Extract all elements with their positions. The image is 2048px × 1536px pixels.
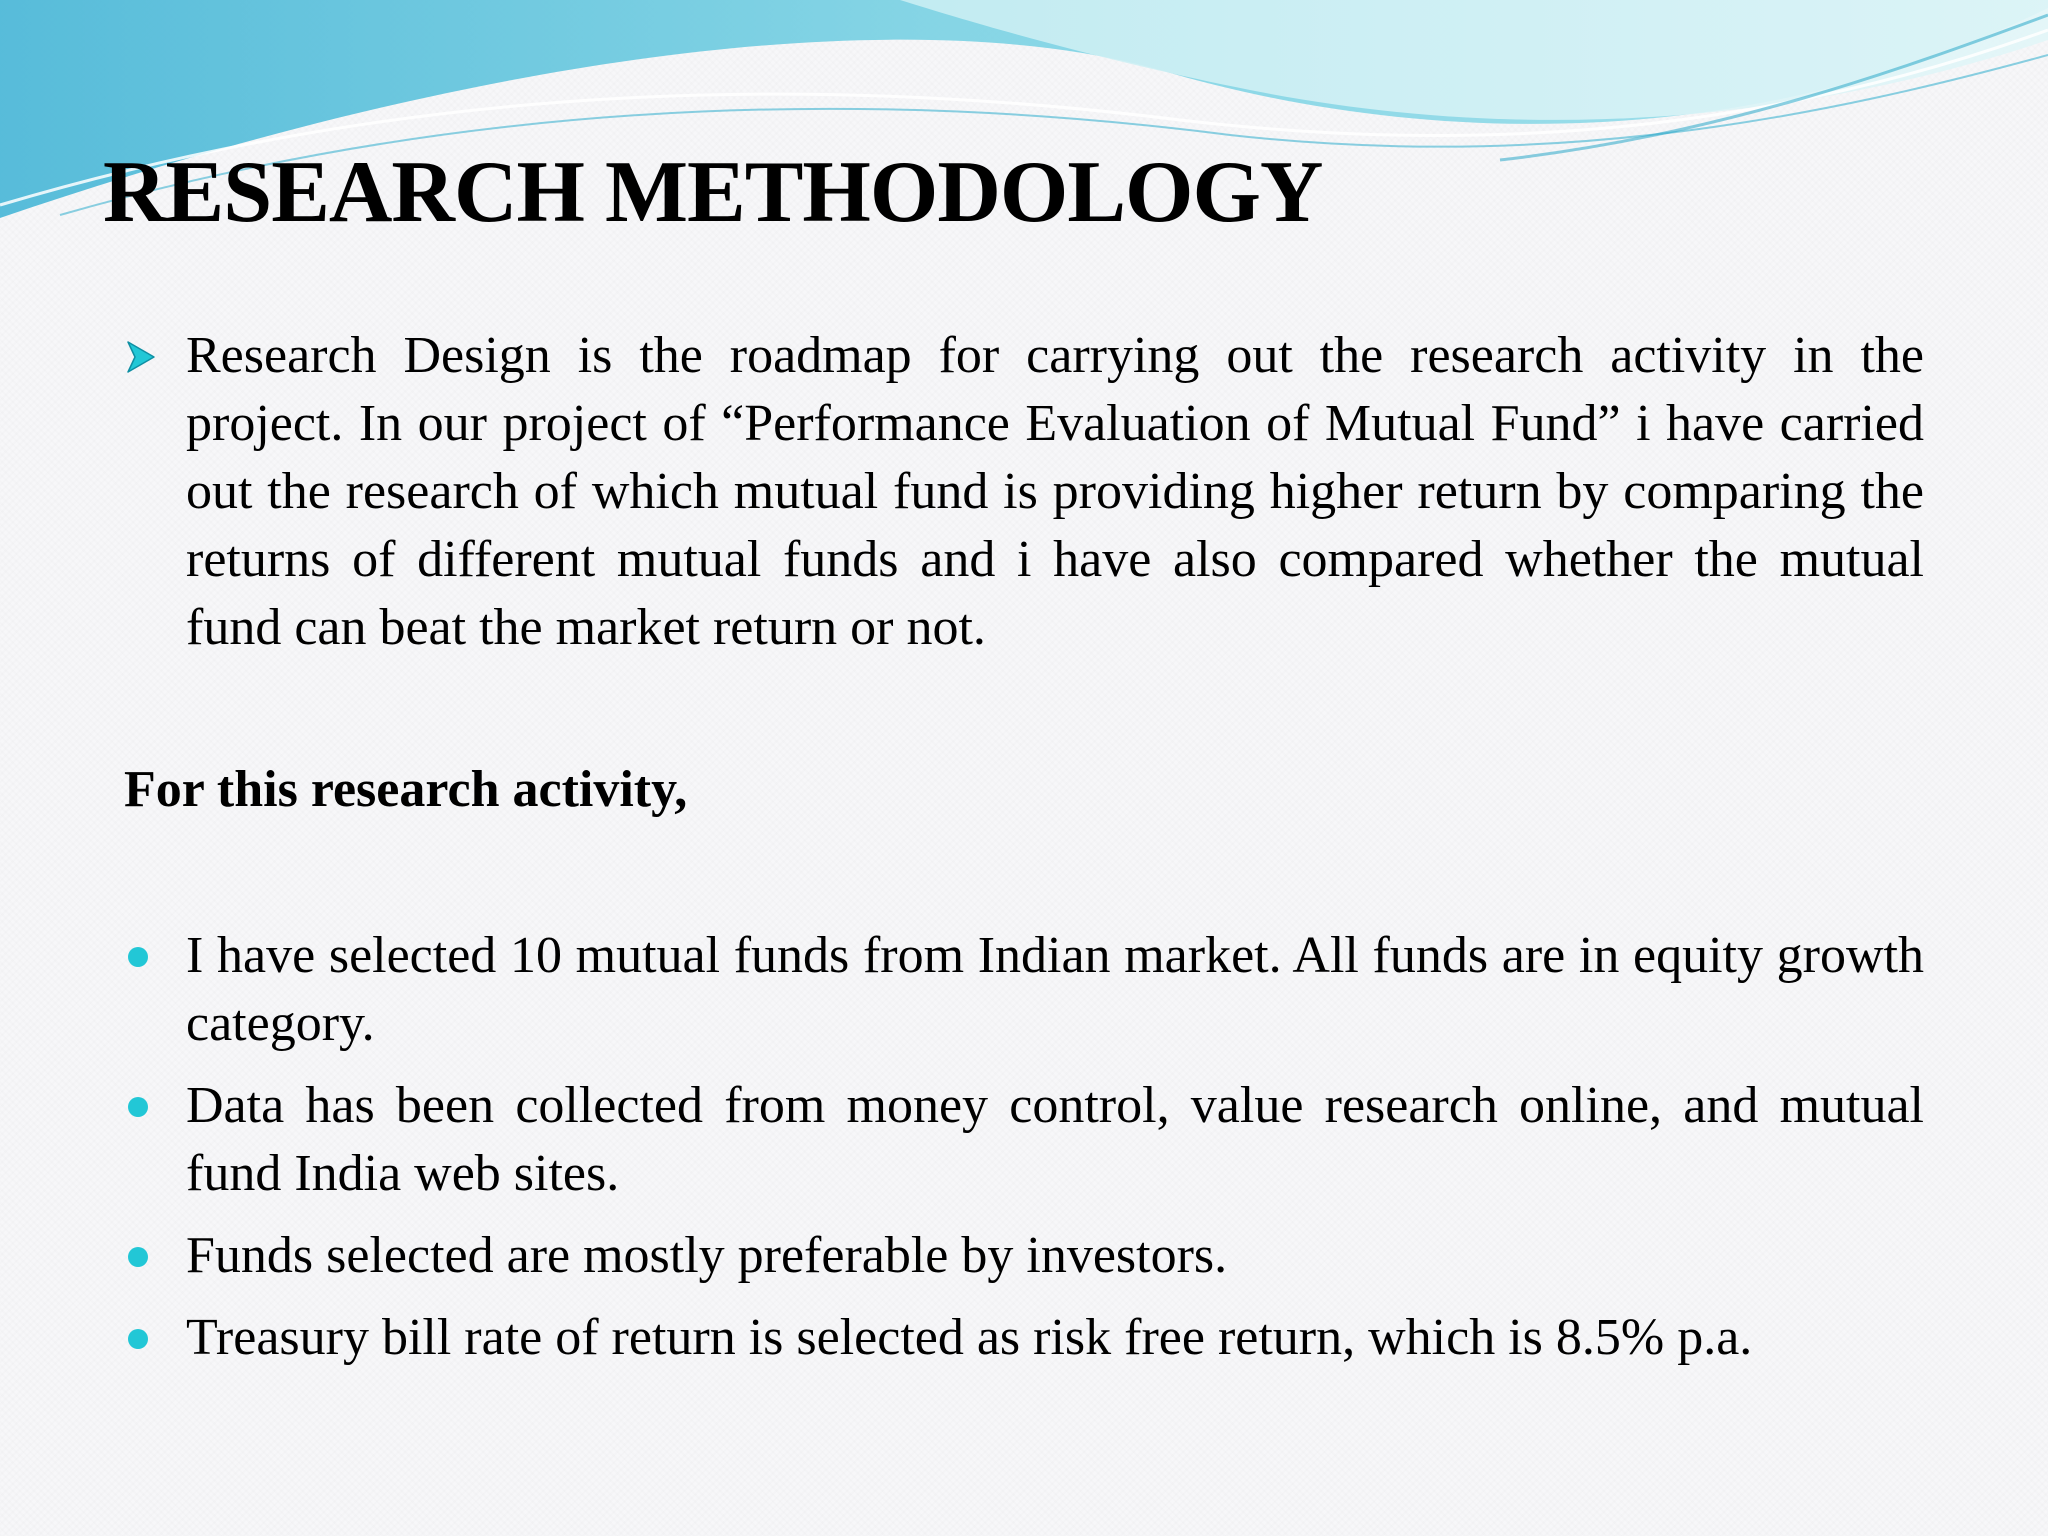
subheading: For this research activity, xyxy=(124,761,688,818)
research-design-paragraph: Research Design is the roadmap for carrying out the research activity in the project. In our project of “Performance Evaluation of Mutual Fund” i have carried out the research of which mutual fund is providing higher return by comparing the returns of different mutual funds and i have also compared whether the mutual fund can beat the market return or not. xyxy=(186,327,1924,656)
list-item xyxy=(124,922,1924,1058)
list-item xyxy=(124,1222,1924,1290)
list-item xyxy=(124,1072,1924,1208)
bullet-list xyxy=(124,922,1924,1386)
bullet-dot-icon xyxy=(128,1329,148,1349)
bullet-text: Data has been collected from money control, value research online, and mutual fund India web sites. xyxy=(186,1077,1924,1202)
list-item xyxy=(124,1304,1924,1372)
bullet-dot-icon xyxy=(128,947,148,967)
bullet-text: Treasury bill rate of return is selected as risk free return, which is 8.5% p.a. xyxy=(186,1309,1753,1366)
slide-title: RESEARCH METHODOLOGY xyxy=(103,144,1323,241)
arrow-right-icon xyxy=(124,340,158,374)
bullet-dot-icon xyxy=(128,1247,148,1267)
bullet-text: Funds selected are mostly preferable by investors. xyxy=(186,1227,1228,1284)
bullet-text: I have selected 10 mutual funds from Indian market. All funds are in equity growth category. xyxy=(186,927,1924,1052)
bullet-dot-icon xyxy=(128,1097,148,1117)
